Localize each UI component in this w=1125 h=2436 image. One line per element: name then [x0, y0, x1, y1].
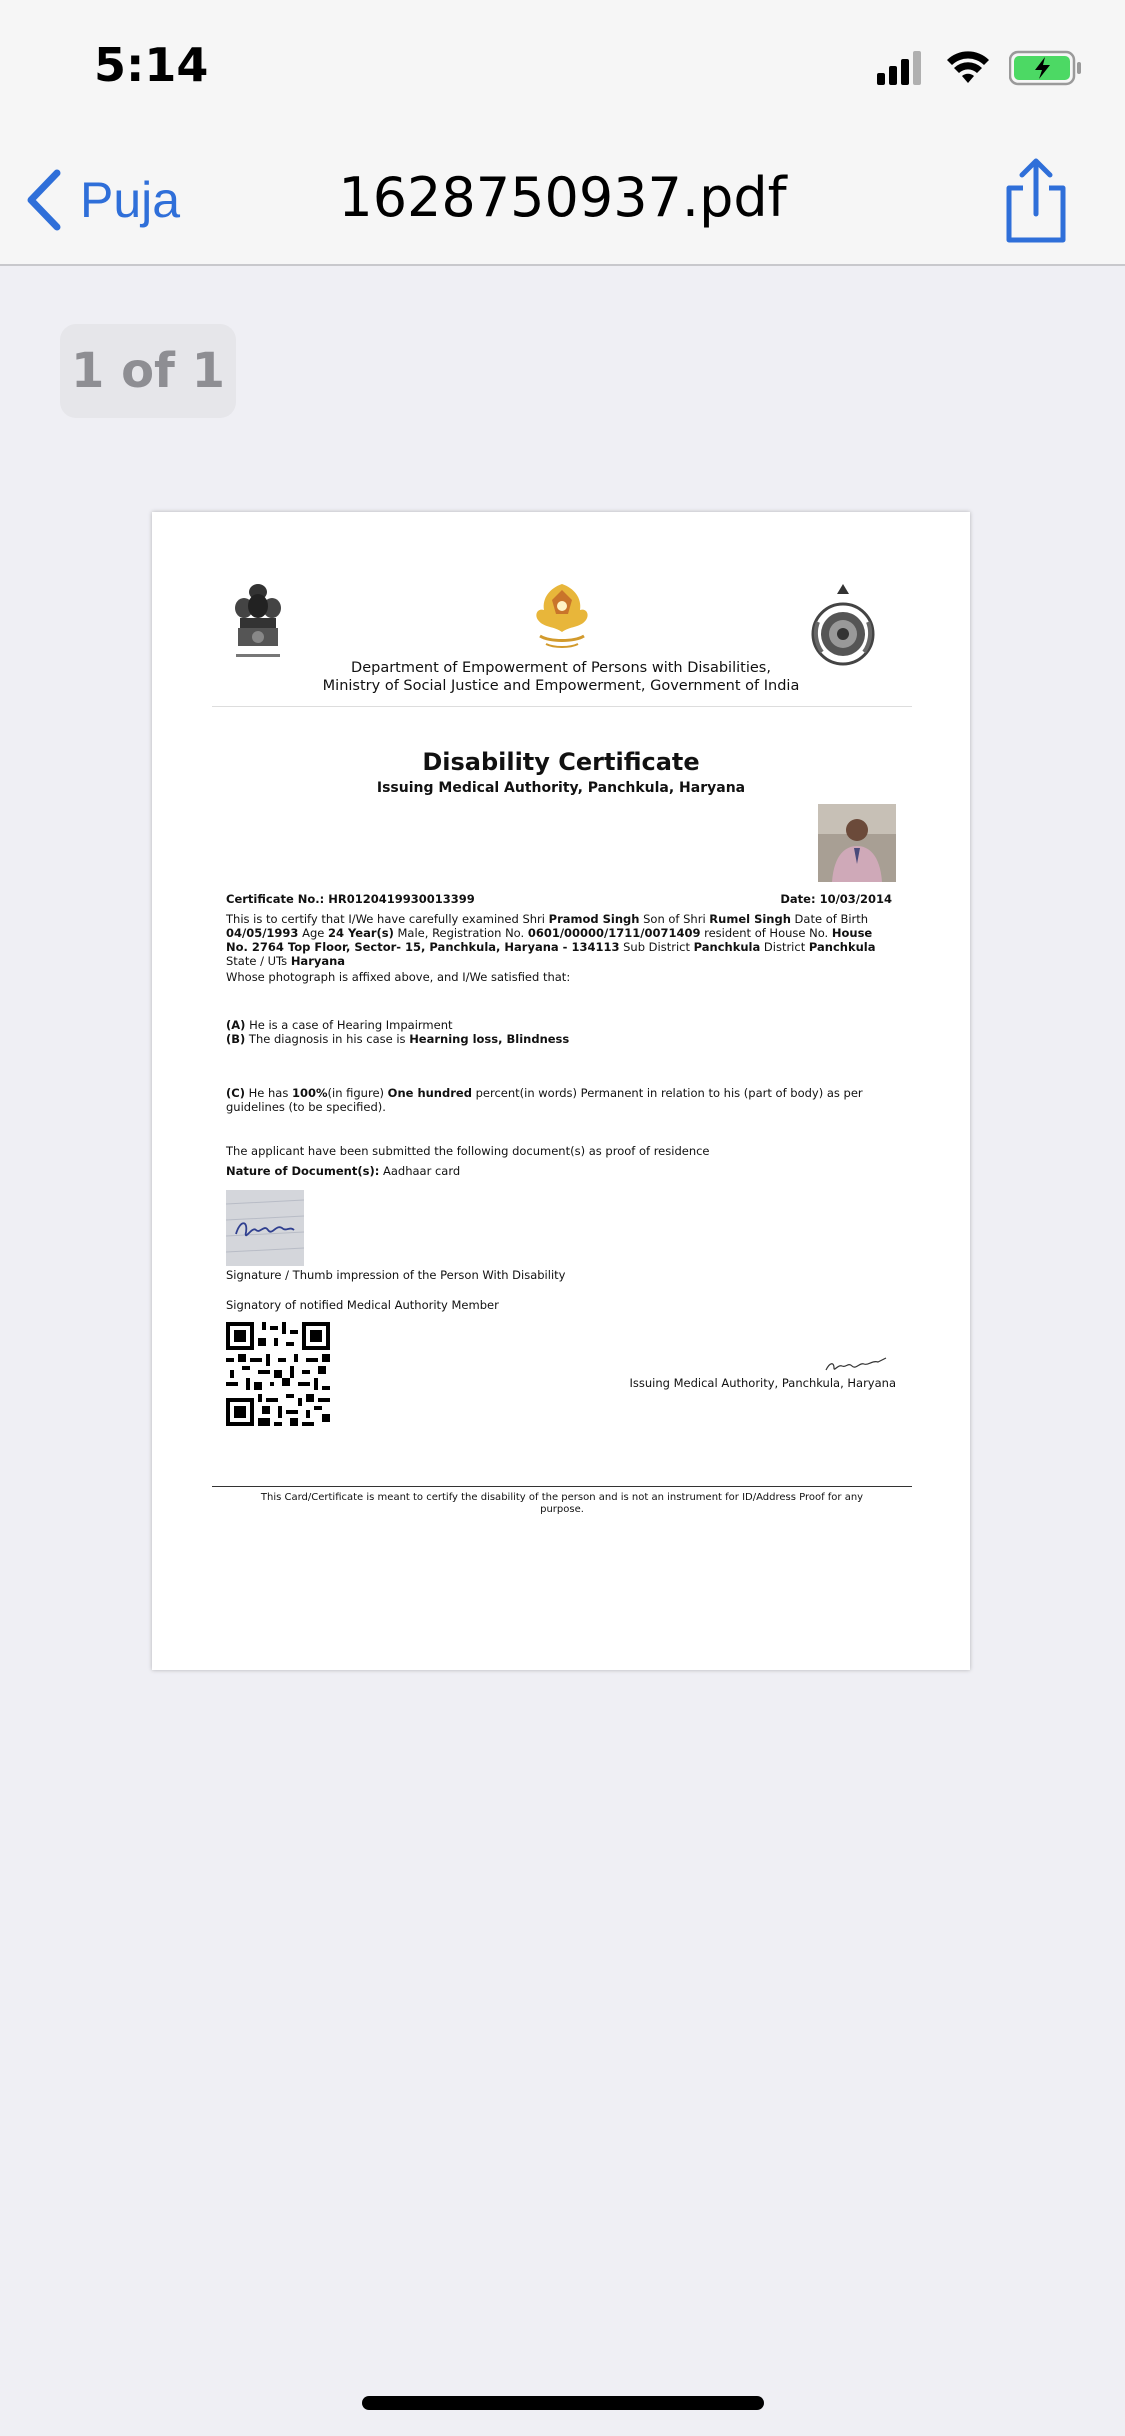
- para-text: Date of Birth: [790, 912, 869, 926]
- document-title: 1628750937.pdf: [338, 166, 787, 229]
- department-line-2: Ministry of Social Justice and Empowerment, Government of India: [322, 678, 800, 694]
- para-text: Male, Registration No.: [393, 926, 528, 940]
- department-line-1: Department of Empowerment of Persons with Disabilities,: [351, 660, 771, 676]
- certificate-number: Certificate No.: HR0120419930013399: [226, 892, 475, 906]
- signature-icon: [226, 1190, 304, 1266]
- clause-c: [226, 1086, 898, 1114]
- footer-divider: [212, 1486, 912, 1487]
- national-emblem-icon: [232, 582, 284, 668]
- signatory-line: Signatory of notified Medical Authority Member: [226, 1298, 499, 1312]
- certificate-title: Disability Certificate: [422, 748, 700, 776]
- disability-percent-words: One hundred: [387, 1086, 472, 1100]
- address: House No. 2764 Top Floor, Sector- 15, Panchkula, Haryana - 134113: [226, 926, 873, 954]
- status-icons: [877, 48, 1083, 88]
- clause-label: (B): [226, 1032, 246, 1046]
- home-indicator[interactable]: [362, 2396, 764, 2410]
- clause-text: (in figure): [327, 1086, 388, 1100]
- certificate-date: Date: 10/03/2014: [780, 892, 892, 906]
- satisfied-line: Whose photograph is affixed above, and I/We satisfied that:: [226, 970, 571, 984]
- diagnosis: Hearning loss, Blindness: [409, 1032, 570, 1046]
- para-text: District: [760, 940, 809, 954]
- share-icon: [1001, 158, 1071, 244]
- certification-paragraph: [226, 912, 898, 968]
- status-bar: [0, 0, 1125, 140]
- clause-label: (A): [226, 1018, 246, 1032]
- status-time: 5:14: [94, 38, 209, 92]
- applicant-signature-image: [226, 1190, 304, 1266]
- para-text: This is to certify that I/We have carefully examined Shri: [226, 912, 549, 926]
- para-text: resident of House No.: [700, 926, 832, 940]
- issuing-authority: Issuing Medical Authority, Panchkula, Haryana: [629, 1376, 896, 1390]
- nature-value: Aadhaar card: [379, 1164, 461, 1178]
- certificate-subtitle: Issuing Medical Authority, Panchkula, Haryana: [376, 780, 746, 796]
- clause-text: He is a case of Hearing Impairment: [245, 1018, 453, 1032]
- clause-text: He has: [244, 1086, 292, 1100]
- nature-label: Nature of Document(s):: [226, 1164, 380, 1178]
- para-text: Sub District: [619, 940, 694, 954]
- applicant-line: The applicant have been submitted the following document(s) as proof of residence: [226, 1144, 710, 1158]
- clause-text: percent(in words) Permanent in relation to his (part of body) as per guidelines (to be specified).: [226, 1086, 863, 1114]
- district: Panchkula: [808, 940, 876, 954]
- clause-a: [226, 1018, 898, 1032]
- person-photo-icon: [818, 804, 896, 882]
- clause-b: [226, 1032, 898, 1046]
- authority-signature-icon: [822, 1352, 892, 1376]
- pdf-page[interactable]: [152, 512, 970, 1670]
- applicant-photo: [818, 804, 896, 882]
- header-divider: [212, 706, 912, 707]
- father-name: Rumel Singh: [709, 912, 791, 926]
- qr-code-icon: [226, 1322, 330, 1426]
- battery-charging-icon: [1009, 50, 1083, 86]
- cellular-signal-icon: [877, 51, 927, 85]
- date-of-birth: 04/05/1993: [226, 926, 299, 940]
- state-seal-icon: [810, 582, 876, 668]
- clause-text: The diagnosis in his case is: [245, 1032, 410, 1046]
- para-text: State / UTs: [226, 954, 291, 968]
- nature-of-document: [226, 1164, 898, 1178]
- disability-percent: 100%: [291, 1086, 328, 1100]
- page-indicator: 1 of 1: [60, 324, 236, 418]
- applicant-name: Pramod Singh: [548, 912, 640, 926]
- state: Haryana: [290, 954, 346, 968]
- para-text: Age: [298, 926, 328, 940]
- clause-label: (C): [226, 1086, 245, 1100]
- para-text: Son of Shri: [639, 912, 710, 926]
- haryana-emblem-icon: [524, 578, 600, 650]
- footer-disclaimer: This Card/Certificate is meant to certify the disability of the person and is not an instrument for ID/Address Proof for any purpose.: [260, 1492, 864, 1515]
- share-button[interactable]: [1001, 158, 1071, 244]
- wifi-icon: [945, 51, 991, 85]
- sub-district: Panchkula: [693, 940, 761, 954]
- navigation-bar: [0, 140, 1125, 266]
- back-label: Puja: [80, 172, 181, 228]
- age: 24 Year(s): [327, 926, 394, 940]
- signature-caption: Signature / Thumb impression of the Person With Disability: [226, 1268, 566, 1282]
- registration-number: 0601/00000/1711/0071409: [527, 926, 701, 940]
